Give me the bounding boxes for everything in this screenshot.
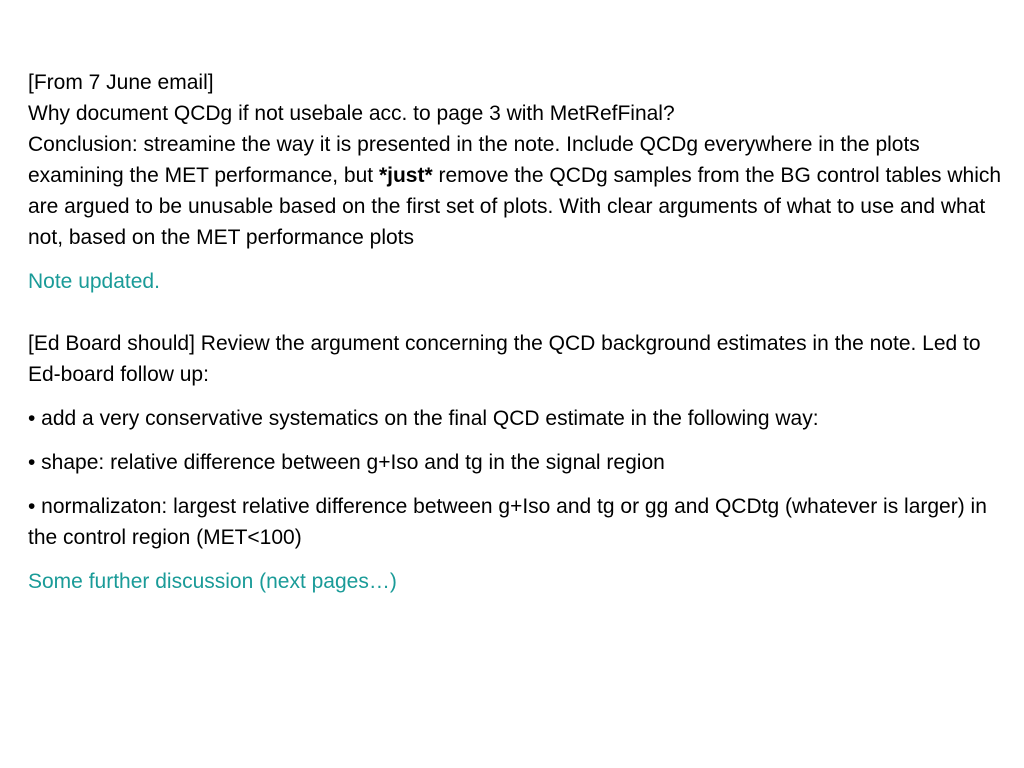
conclusion-emphasis: *just*: [378, 164, 433, 187]
email-header: [From 7 June email]: [28, 71, 214, 94]
slide-content: [28, 67, 1003, 597]
further-discussion-note: Some further discussion (next pages…): [28, 570, 397, 593]
bullet-item: • shape: relative difference between g+Iso and tg in the signal region: [28, 451, 665, 474]
email-question: Why document QCDg if not usebale acc. to page 3 with MetRefFinal?: [28, 102, 675, 125]
conclusion-text-start: Conclusion: streamine the way it is presented in the note. Include QCDg everywhere in the plots examining the MET performance, but: [28, 133, 920, 187]
conclusion-text-end: remove the QCDg samples from the BG control tables which are argued to be unusable based on the first set of plots. With clear arguments of what to use and what not, based on the MET performance plots: [28, 164, 1002, 249]
bullet-item: • add a very conservative systematics on the final QCD estimate in the following way:: [28, 407, 819, 430]
email-conclusion: [28, 129, 1003, 253]
bullet-item: • normalizaton: largest relative difference between g+Iso and tg or gg and QCDtg (whatever is larger) in the control region (MET<100): [28, 495, 987, 549]
note-updated-response: Note updated.: [28, 270, 160, 293]
ed-board-intro: [Ed Board should] Review the argument concerning the QCD background estimates in the note. Led to Ed-board follow up:: [28, 332, 981, 386]
